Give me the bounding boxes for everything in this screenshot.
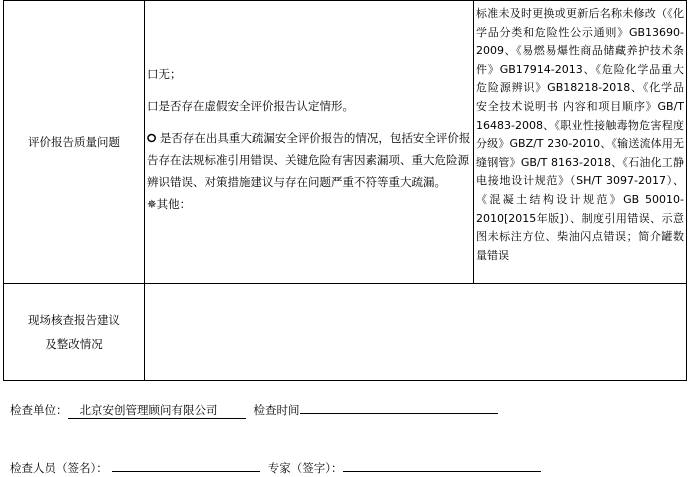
inspection-unit-value[interactable]: 北京安创管理顾问有限公司 — [68, 402, 246, 419]
row-label-recommendations — [4, 284, 145, 381]
inspector-signature-label: 检查人员（签名）： — [10, 461, 108, 475]
inspection-time-field[interactable] — [300, 400, 498, 414]
inspection-time-label: 检查时间 — [253, 403, 300, 417]
expert-signature-label: 专家（签字）： — [267, 461, 343, 475]
option-none[interactable] — [147, 63, 473, 85]
quality-options-cell — [145, 1, 474, 284]
inspector-signature-field[interactable] — [112, 458, 260, 472]
inspection-form-table — [3, 0, 687, 381]
option-other[interactable] — [147, 193, 473, 215]
option-none-text: 无； — [158, 67, 182, 81]
expert-signature-field[interactable] — [343, 458, 541, 472]
recommendations-label-line2: 及整改情况 — [45, 337, 103, 351]
recommendations-content-cell[interactable] — [145, 284, 687, 381]
issue-description-cell — [474, 1, 687, 284]
quality-issues-label: 评价报告质量问题 — [28, 135, 120, 149]
row-label-quality-issues — [4, 1, 145, 284]
option-other-text: 其他： — [156, 197, 192, 211]
checkbox-none-icon[interactable]: 口 — [147, 67, 159, 81]
inspection-unit-label: 检查单位： — [10, 403, 68, 417]
footer-unit-row — [10, 400, 498, 419]
option-false-report-text: 是否存在虚假安全评价报告认定情形。 — [158, 99, 354, 113]
option-major-omission-text: 是否存在出具重大疏漏安全评价报告的情况，包括安全评价报告存在法规标准引用错误、关键危险有害因素漏项、重大危险源辨识错误、对策措施建议与存在问题严重不符等重大疏漏。 — [147, 131, 471, 189]
recommendations-label-line1: 现场核查报告建议 — [28, 313, 120, 327]
checkbox-false-report-icon[interactable]: 口 — [147, 99, 159, 113]
issue-description-text: 标准未及时更换或更新后名称未修改（《化学品分类和危险性公示通则》GB13690-2009、《易燃易爆性商品储藏养护技术条件》GB17914-2013、《危险化学品重大危险源辨识》GB18218-2018、《化学品安全技术说明书 内容和项目顺序》GB/T 16483-2008、《职业性接触毒物危害程度分级》GBZ/T 230-2010、《输送流体用无缝钢管》GB/T 8163-2018、《石油化工静电接地设计规范》（SH/T 3097-2017）、《混凝土结构设计规范》GB 50010-2010[2015年版]）、制度引用错误、示意图未标注方位、柴油闪点错误；简介罐数量错误 — [476, 7, 684, 262]
asterisk-icon[interactable]: ✵ — [147, 197, 157, 211]
footer-signature-row — [10, 458, 541, 476]
selected-circle-icon[interactable]: ⭘ — [147, 131, 157, 145]
option-major-omission[interactable] — [147, 127, 473, 193]
option-false-report[interactable] — [147, 95, 473, 117]
